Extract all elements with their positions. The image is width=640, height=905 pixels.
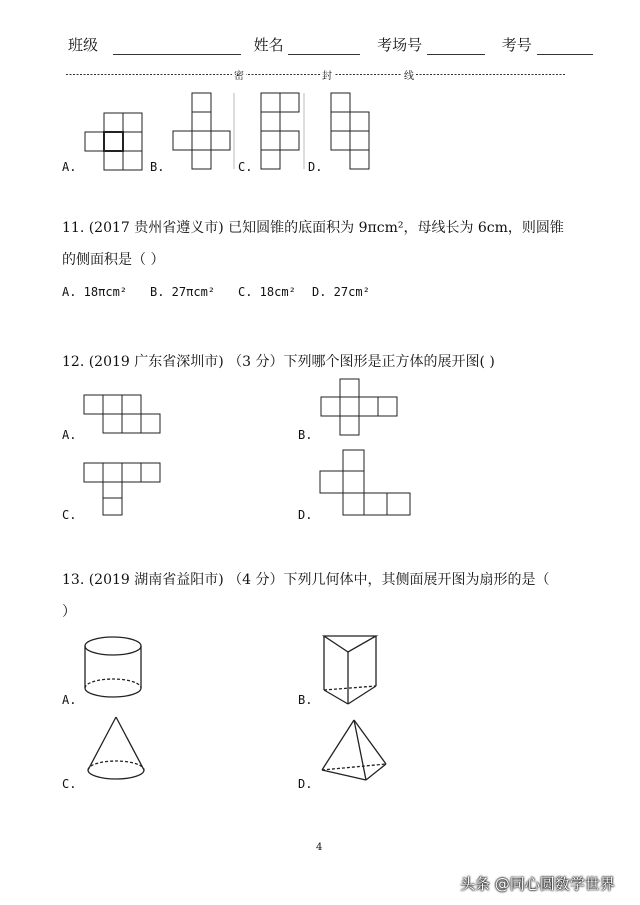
- q12-net-d: [318, 448, 418, 518]
- q12-option-c-label[interactable]: C.: [62, 508, 77, 522]
- q10-net-c: [256, 88, 336, 178]
- name-label: 姓名: [253, 36, 284, 54]
- number-field[interactable]: [537, 39, 593, 55]
- q10-option-c-label[interactable]: C.: [238, 160, 253, 174]
- q12-net-c: [82, 461, 172, 521]
- q10-net-b: [168, 88, 248, 178]
- class-field[interactable]: [113, 39, 241, 55]
- q11-option-a[interactable]: A. 18πcm²: [62, 285, 128, 299]
- q12-net-a: [82, 393, 172, 443]
- q13-option-d-label[interactable]: D.: [298, 777, 313, 791]
- q10-option-a-label[interactable]: A.: [62, 160, 77, 174]
- q11-text-line1: 11. (2017 贵州省遵义市) 已知圆锥的底面积为 9πcm²，母线长为 6cm，则圆锥: [62, 220, 564, 236]
- name-field[interactable]: [288, 39, 360, 55]
- triangular-pyramid-icon: [318, 716, 398, 796]
- q13-text-line1: 13. (2019 湖南省益阳市) （4 分）下列几何体中，其侧面展开图为扇形的是（: [62, 572, 550, 588]
- q12-option-b-label[interactable]: B.: [298, 428, 313, 442]
- triangular-prism-icon: [318, 628, 388, 708]
- q12-net-b: [320, 395, 410, 445]
- q10-option-b-label[interactable]: B.: [150, 160, 165, 174]
- q10-option-d-label[interactable]: D.: [308, 160, 323, 174]
- q10-net-a: [80, 108, 160, 178]
- seal-char-feng: 封: [320, 67, 334, 82]
- number-label: 考号: [501, 36, 532, 54]
- q13-option-c-label[interactable]: C.: [62, 777, 77, 791]
- cylinder-icon: [80, 632, 150, 702]
- class-label: 班级: [68, 36, 99, 54]
- q11-text-line2: 的侧面积是（ ）: [62, 252, 165, 268]
- exam-header: [68, 34, 593, 55]
- room-label: 考场号: [377, 36, 423, 54]
- watermark: 头条 @同心圆数学世界: [460, 875, 615, 893]
- q13-option-a-label[interactable]: A.: [62, 693, 77, 707]
- room-field[interactable]: [427, 39, 485, 55]
- seal-char-xian: 线: [402, 67, 416, 82]
- seal-dashed-line: [66, 74, 566, 75]
- q12-net-b-top: [340, 379, 370, 399]
- seal-char-mi: 密: [232, 67, 246, 82]
- q13-option-b-label[interactable]: B.: [298, 693, 313, 707]
- q12-option-a-label[interactable]: A.: [62, 428, 77, 442]
- q12-option-d-label[interactable]: D.: [298, 508, 313, 522]
- q12-text: 12. (2019 广东省深圳市) （3 分）下列哪个图形是正方体的展开图( ): [62, 354, 495, 370]
- q13-text-line2: ）: [62, 604, 76, 620]
- cone-icon: [82, 713, 152, 788]
- page-number: 4: [316, 842, 323, 853]
- q11-option-b[interactable]: B. 27πcm²: [150, 285, 216, 299]
- q11-option-c[interactable]: C. 18cm²: [238, 285, 296, 299]
- q11-option-d[interactable]: D. 27cm²: [312, 285, 370, 299]
- q10-net-d: [326, 88, 406, 178]
